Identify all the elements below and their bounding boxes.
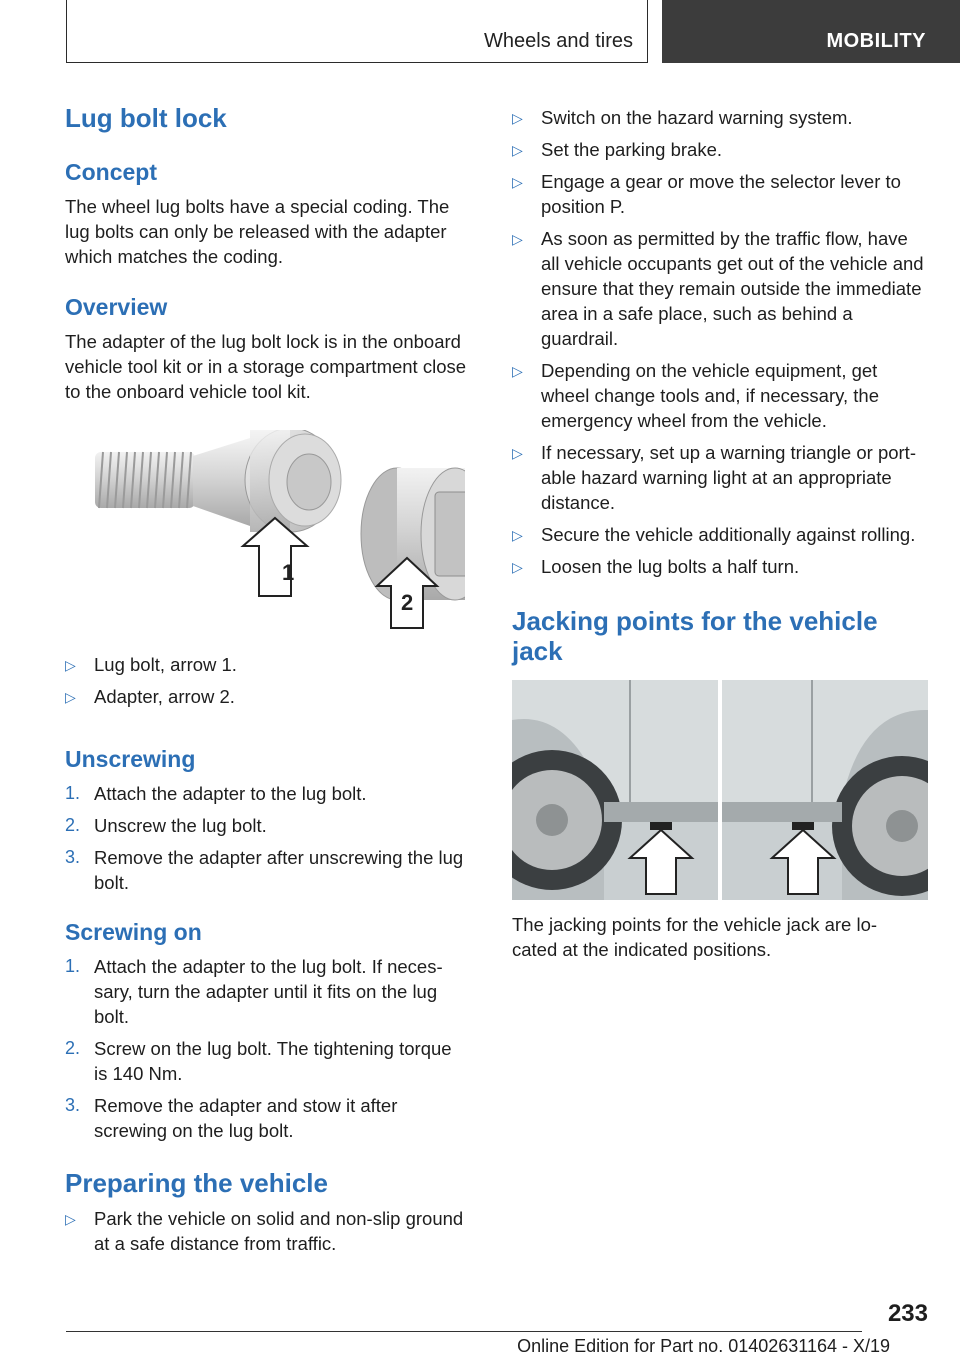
list-item: 2. Unscrew the lug bolt. bbox=[65, 815, 267, 836]
list-item: 2. Screw on the lug bolt. The tightening torque is 140 Nm. bbox=[65, 1038, 452, 1084]
page-number: 233 bbox=[887, 1300, 928, 1327]
preparing-list-left bbox=[65, 1206, 480, 1256]
list-item: ▷ Loosen the lug bolts a half turn. bbox=[512, 554, 930, 579]
list-item: ▷ Engage a gear or move the selector lever to position P. bbox=[512, 171, 901, 217]
header-chapter-tab bbox=[662, 0, 960, 63]
overview-text: The adapter of the lug bolt lock is in the onboard vehicle tool kit or in a storage compartment close to the onboard vehicle tool kit. bbox=[65, 331, 467, 402]
concept-heading: Concept bbox=[65, 159, 157, 185]
bullet-triangle-icon: ▷ bbox=[65, 1211, 76, 1227]
screwing-on-steps bbox=[65, 954, 455, 1143]
bolt-cone bbox=[193, 438, 250, 526]
adapter-key bbox=[435, 492, 465, 576]
list-item: 1. Attach the adapter to the lug bolt. If necessary, turn the adapter until it fits on the lug bolt. bbox=[65, 956, 443, 1027]
list-item: ▷ Switch on the hazard warning system. bbox=[512, 105, 930, 130]
bullet-triangle-icon: ▷ bbox=[512, 527, 523, 543]
bullet-triangle-icon: ▷ bbox=[512, 559, 523, 575]
header-section-tab bbox=[66, 0, 648, 63]
bullet-triangle-icon: ▷ bbox=[512, 445, 523, 461]
concept-text: The wheel lug bolts have a special coding. The lug bolts can only be released with the adapter which matches the coding. bbox=[65, 196, 450, 267]
jacking-points-illustration bbox=[512, 680, 928, 900]
preparing-list-right bbox=[512, 105, 930, 579]
bullet-triangle-icon: ▷ bbox=[512, 231, 523, 247]
footer-divider bbox=[66, 1331, 862, 1332]
jacking-heading: Jacking points for the vehicle jack bbox=[512, 606, 878, 666]
list-item: ▷ Lug bolt, arrow 1. bbox=[65, 652, 480, 677]
list-item: ▷ Secure the vehicle additionally against rolling. bbox=[512, 522, 930, 547]
list-item: 3. Remove the adapter and stow it after screwing on the lug bolt. bbox=[65, 1095, 398, 1141]
preparing-heading: Preparing the vehicle bbox=[65, 1168, 328, 1198]
list-item: ▷ Park the vehicle on solid and non-slip ground at a safe distance from traffic. bbox=[65, 1208, 464, 1254]
screwing-on-heading: Screwing on bbox=[65, 919, 202, 945]
page-title: Lug bolt lock bbox=[65, 103, 227, 133]
bullet-triangle-icon: ▷ bbox=[65, 689, 76, 705]
list-item: ▷ Adapter, arrow 2. bbox=[65, 684, 480, 709]
lug-bolt-svg bbox=[85, 430, 465, 630]
unscrewing-heading: Unscrewing bbox=[65, 746, 196, 772]
overview-heading: Overview bbox=[65, 294, 168, 320]
jacking-points-svg bbox=[512, 680, 928, 900]
bullet-triangle-icon: ▷ bbox=[512, 363, 523, 379]
chapter-title: MOBILITY bbox=[826, 30, 926, 52]
list-item: ▷ If necessary, set up a warning triangle or portable hazard warning light at an appropriate distance. bbox=[512, 442, 916, 513]
bullet-triangle-icon: ▷ bbox=[65, 657, 76, 673]
figure-legend-list bbox=[65, 652, 480, 709]
edition-text: Online Edition for Part no. 01402631164 - X/19 bbox=[517, 1336, 890, 1356]
bullet-triangle-icon: ▷ bbox=[512, 110, 523, 126]
arrow-1-label: 1 bbox=[282, 560, 295, 585]
bullet-triangle-icon: ▷ bbox=[512, 174, 523, 190]
jacking-text: The jacking points for the vehicle jack are located at the indicated positions. bbox=[512, 914, 878, 960]
list-item: ▷ Set the parking brake. bbox=[512, 137, 930, 162]
list-item: ▷ As soon as permitted by the traffic flow, have all vehicle occupants get out of the vehicle and ensure that they remain outside the immediate area in a safe place, such as behind a guardrail. bbox=[512, 228, 924, 349]
list-item: 1. Attach the adapter to the lug bolt. bbox=[65, 783, 367, 804]
list-item: ▷ Depending on the vehicle equipment, get wheel change tools and, if necessary, the emergency wheel from the vehicle. bbox=[512, 360, 880, 431]
bullet-triangle-icon: ▷ bbox=[512, 142, 523, 158]
arrow-2-label: 2 bbox=[401, 590, 414, 615]
list-item: 3. Remove the adapter after unscrewing the lug bolt. bbox=[65, 847, 464, 893]
unscrewing-steps bbox=[65, 781, 480, 895]
section-title: Wheels and tires bbox=[484, 30, 633, 52]
lug-bolt-illustration bbox=[85, 430, 465, 630]
